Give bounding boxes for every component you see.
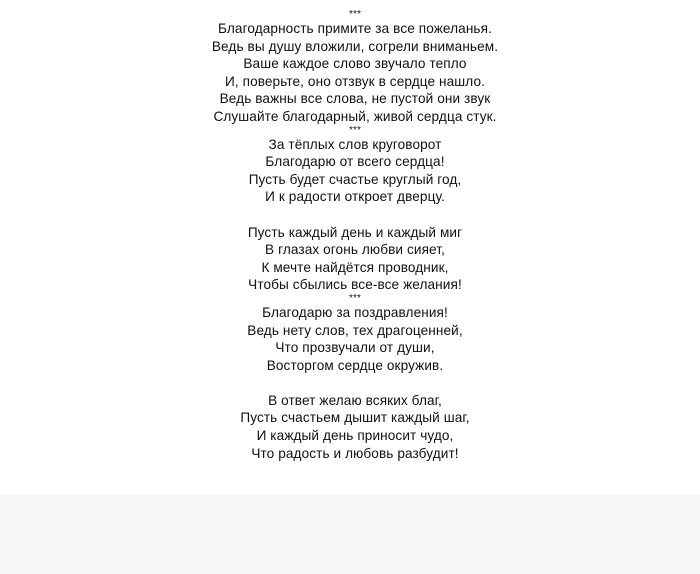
bottom-background-band — [0, 494, 700, 574]
poem-line: Ведь вы душу вложили, согрели вниманьем. — [211, 38, 499, 54]
poem — [0, 10, 700, 462]
poem-line: Благодарность примите за все пожеланья. — [218, 21, 492, 36]
stanza-gap — [0, 206, 700, 224]
poem-line: Благодарю от всего сердца! — [265, 154, 445, 170]
poem-line: Что прозвучали от души, — [275, 340, 435, 356]
stanza-gap — [0, 374, 700, 392]
poem-line: Пусть счастьем дышит каждый шаг, — [240, 410, 470, 426]
poem-line: И, поверьте, оно отзвук в сердце нашло. — [224, 73, 485, 89]
poem-line: Ведь нету слов, тех драгоценней, — [247, 322, 463, 338]
poem-line: Чтобы сбылись все-все желания! — [248, 277, 462, 293]
poem-line: Что радость и любовь разбудит! — [251, 445, 459, 461]
poem-line: За тёплых слов круговорот — [268, 136, 442, 152]
poem-line: И каждый день приносит чудо, — [256, 428, 454, 444]
poem-line: Пусть будет счастье круглый год, — [248, 171, 462, 187]
poem-line: Благодарю за поздравления! — [262, 304, 448, 320]
poem-line: Восторгом сердце окружив. — [266, 357, 444, 373]
stanza-separator: *** — [349, 124, 361, 136]
stanza-separator: *** — [349, 292, 361, 304]
poem-line: В глазах огонь любви сияет, — [265, 242, 445, 258]
poem-line: К мечте найдётся проводник, — [261, 259, 449, 275]
poem-line: Ведь важны все слова, не пустой они звук — [219, 91, 491, 107]
poem-line: Слушайте благодарный, живой сердца стук. — [213, 108, 497, 124]
poem-line: Ваше каждое слово звучало тепло — [243, 56, 467, 72]
poem-line: В ответ желаю всяких благ, — [268, 392, 442, 408]
poem-line: Пусть каждый день и каждый миг — [247, 224, 463, 240]
stanza-separator: *** — [349, 9, 361, 20]
poem-line: И к радости откроет дверцу. — [265, 189, 445, 205]
